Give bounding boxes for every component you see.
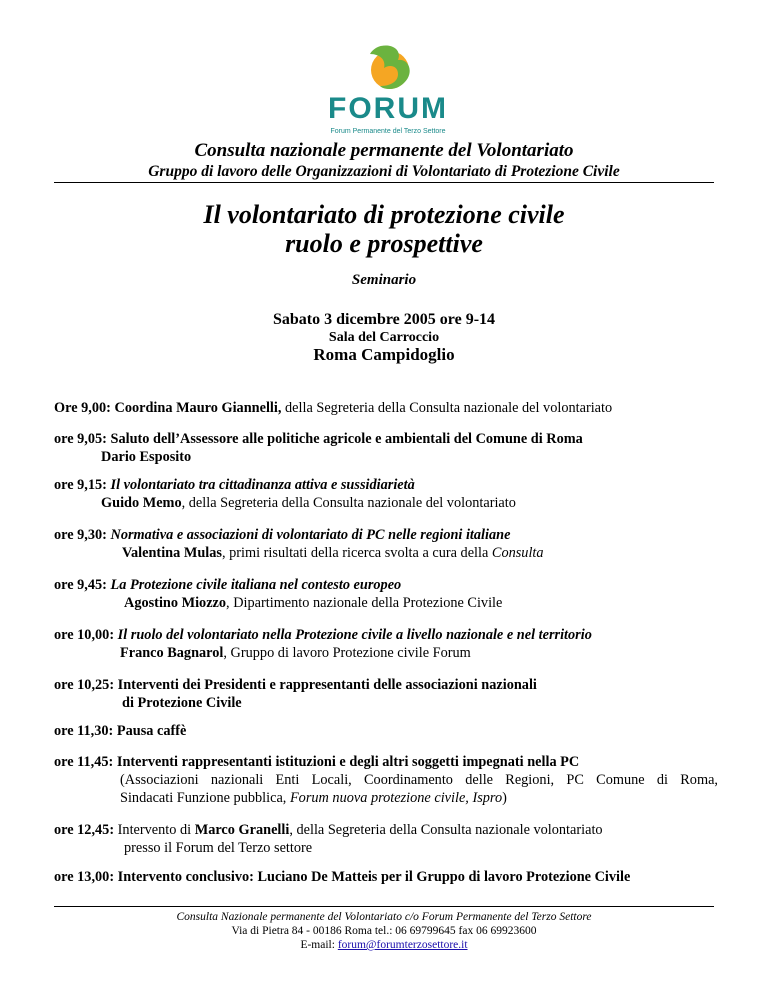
item-desc-italic: Consulta <box>491 545 544 561</box>
item-speaker: Agostino Miozzo <box>124 595 227 611</box>
item-time: ore 11,45: <box>54 754 114 770</box>
item-title-cont: di Protezione Civile <box>122 695 242 711</box>
event-place: Roma Campidoglio <box>313 345 455 364</box>
item-title: Normativa e associazioni di volontariato di PC nelle regioni italiane <box>110 527 511 543</box>
item-time: ore 10,25: <box>54 677 115 693</box>
item-title: Intervento conclusivo: Luciano De Matteis per il Gruppo di lavoro Protezione Civile <box>117 869 631 885</box>
item-time: ore 9,30: <box>54 527 107 543</box>
event-type: Seminario <box>351 272 417 288</box>
title-line-2: ruolo e prospettive <box>285 229 483 258</box>
item-desc-line2: presso il Forum del Terzo settore <box>124 840 313 856</box>
program-item-1145 <box>54 753 718 807</box>
header-divider <box>54 182 714 183</box>
forum-logo <box>318 42 458 138</box>
item-title: Il ruolo del volontariato nella Protezione civile a livello nazionale e nel territorio <box>117 627 592 643</box>
item-title: Il volontariato tra cittadinanza attiva e sussidiarietà <box>110 477 415 493</box>
item-desc: , della Segreteria della Consulta nazionale del volontariato <box>181 495 516 511</box>
item-desc: , primi risultati della ricerca svolta a cura della <box>221 545 492 561</box>
item-desc-cont: Sindacati Funzione pubblica, <box>120 790 290 806</box>
item-desc: (Associazioni nazionali Enti Locali, Coordinamento delle Regioni, PC Comune di Roma, <box>120 772 718 788</box>
footer-org: Consulta Nazionale permanente del Volontariato c/o Forum Permanente del Terzo Settore <box>176 911 592 923</box>
item-time: ore 13,00: <box>54 869 115 885</box>
item-desc: , Gruppo di lavoro Protezione civile Forum <box>223 645 471 661</box>
item-time: ore 9,15: <box>54 477 107 493</box>
program-item-1300 <box>54 868 718 886</box>
program-item-0905 <box>54 430 718 466</box>
item-time: ore 11,30: <box>54 723 114 739</box>
footer-email-label: E-mail: <box>300 939 338 951</box>
item-desc: , Dipartimento nazionale della Protezione Civile <box>226 595 503 611</box>
item-title: Interventi rappresentanti istituzioni e degli altri soggetti impegnati nella PC <box>116 754 580 770</box>
program-item-0930 <box>54 526 718 562</box>
item-speaker: Guido Memo <box>101 495 182 511</box>
item-time: Ore 9,00: <box>54 400 111 416</box>
item-speaker: Dario Esposito <box>101 449 192 465</box>
event-date: Sabato 3 dicembre 2005 ore 9-14 <box>272 311 496 328</box>
item-desc-italic: Forum nuova protezione civile, Ispro <box>289 790 503 806</box>
item-time: ore 12,45: <box>54 822 115 838</box>
item-speaker: Coordina Mauro Giannelli, <box>114 400 282 416</box>
program-item-0945 <box>54 576 718 612</box>
item-desc-cont: , della Segreteria della Consulta nazionale volontariato <box>289 822 603 838</box>
program-item-0915 <box>54 476 718 512</box>
program-item-1245 <box>54 821 718 857</box>
item-desc: Intervento di <box>117 822 195 838</box>
item-title: La Protezione civile italiana nel contesto europeo <box>110 577 402 593</box>
group-name: Gruppo di lavoro delle Organizzazioni di Volontariato di Protezione Civile <box>148 163 620 180</box>
logo-wordmark: FORUM <box>328 92 448 125</box>
program-item-1130 <box>54 722 718 740</box>
forum-logo-graphic <box>318 42 458 138</box>
item-speaker: Valentina Mulas <box>122 545 222 561</box>
program-item-1000 <box>54 626 718 662</box>
footer-address: Via di Pietra 84 - 00186 Roma tel.: 06 69799645 fax 06 69923600 <box>231 925 537 937</box>
item-title: Saluto dell’Assessore alle politiche agricole e ambientali del Comune di Roma <box>110 431 583 447</box>
item-speaker: Marco Granelli <box>194 822 290 838</box>
item-desc-end: ) <box>502 790 507 806</box>
program-item-1025 <box>54 676 718 712</box>
logo-subtitle: Forum Permanente del Terzo Settore <box>330 128 446 135</box>
title-line-1: Il volontariato di protezione civile <box>203 200 565 229</box>
item-time: ore 10,00: <box>54 627 115 643</box>
item-speaker: Franco Bagnarol <box>120 645 224 661</box>
item-title: Interventi dei Presidenti e rappresentanti delle associazioni nazionali <box>117 677 537 693</box>
footer-divider <box>54 906 714 907</box>
org-name: Consulta nazionale permanente del Volontariato <box>194 140 574 161</box>
item-desc: della Segreteria della Consulta nazionale del volontariato <box>281 400 613 416</box>
footer-email-link[interactable]: forum@forumterzosettore.it <box>337 939 468 951</box>
footer-email-line <box>0 938 768 952</box>
item-time: ore 9,05: <box>54 431 107 447</box>
program-item-0900 <box>54 399 718 417</box>
item-time: ore 9,45: <box>54 577 107 593</box>
item-title: Pausa caffè <box>116 723 187 739</box>
event-room: Sala del Carroccio <box>328 330 440 345</box>
